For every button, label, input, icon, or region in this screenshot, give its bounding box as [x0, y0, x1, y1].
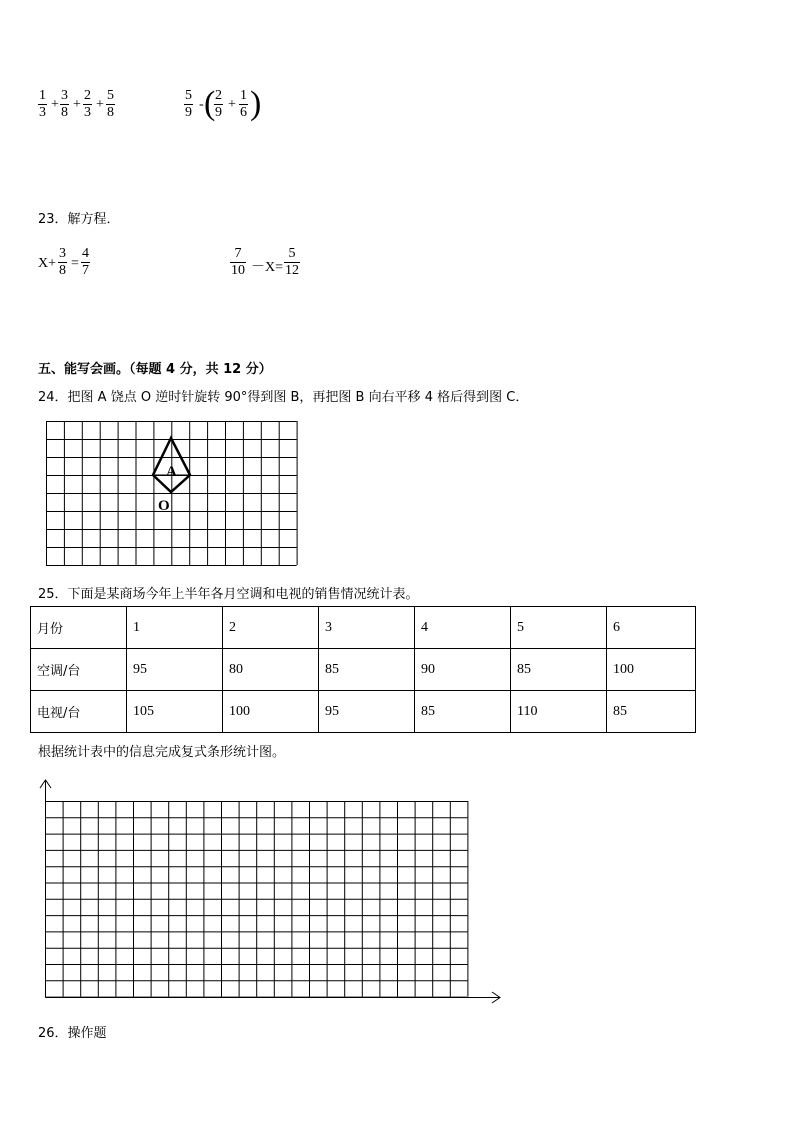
row-header: 空调/台 — [31, 649, 127, 691]
equation-prefix: X+ — [38, 256, 57, 271]
question-26-title: 26．操作题 — [38, 1026, 107, 1041]
left-paren: ( — [204, 85, 216, 122]
fraction: $\frac{3}{8}$ — [61, 88, 68, 120]
right-paren: ) — [250, 85, 262, 122]
fraction: $\frac{1}{6}$ — [240, 88, 247, 120]
label-o: O — [158, 498, 170, 514]
table-cell: 110 — [511, 691, 607, 733]
rotation-grid — [45, 420, 301, 568]
fraction: $\frac{5}{12}$ — [285, 246, 299, 278]
table-cell: 5 — [511, 607, 607, 649]
section-5-title: 五、能写会画。（每题 4 分，共 12 分） — [38, 362, 272, 377]
question-25-instruction: 根据统计表中的信息完成复式条形统计图。 — [38, 745, 286, 760]
equals-sign: = — [71, 256, 79, 271]
table-cell: 85 — [319, 649, 415, 691]
fraction: $\frac{2}{3}$ — [84, 88, 91, 120]
table-cell: 85 — [607, 691, 696, 733]
fraction: $\frac{5}{8}$ — [107, 88, 114, 120]
table-cell: 100 — [223, 691, 319, 733]
label-a: A — [166, 464, 177, 480]
table-row — [31, 649, 696, 691]
question-23-title: 23．解方程． — [38, 212, 120, 227]
table-cell: 1 — [127, 607, 223, 649]
operator: + — [73, 97, 81, 112]
fraction: $\frac{4}{7}$ — [82, 246, 89, 278]
table-cell: 3 — [319, 607, 415, 649]
operator: + — [51, 97, 59, 112]
table-cell: 95 — [319, 691, 415, 733]
fraction: $\frac{3}{8}$ — [59, 246, 66, 278]
row-header: 电视/台 — [31, 691, 127, 733]
table-cell: 90 — [415, 649, 511, 691]
question-24-text: 24．把图 A 饶点 O 逆时针旋转 90°得到图 B，再把图 B 向右平移 4 格后得到图 C． — [38, 390, 529, 405]
table-cell: 85 — [415, 691, 511, 733]
operator: + — [96, 97, 104, 112]
question-25-text: 25．下面是某商场今年上半年各月空调和电视的销售情况统计表。 — [38, 587, 419, 602]
equation-middle: －X= — [251, 260, 284, 275]
table-cell: 95 — [127, 649, 223, 691]
table-cell: 80 — [223, 649, 319, 691]
table-cell: 4 — [415, 607, 511, 649]
operator: + — [228, 97, 236, 112]
fraction: $\frac{7}{10}$ — [231, 246, 245, 278]
blank-chart-grid — [36, 776, 506, 1006]
table-cell: 85 — [511, 649, 607, 691]
fraction: $\frac{1}{3}$ — [39, 88, 46, 120]
table-row — [31, 691, 696, 733]
table-cell: 2 — [223, 607, 319, 649]
table-cell: 100 — [607, 649, 696, 691]
sales-table — [30, 606, 696, 733]
row-header: 月份 — [31, 607, 127, 649]
table-cell: 105 — [127, 691, 223, 733]
operator: - — [199, 97, 204, 112]
table-cell: 6 — [607, 607, 696, 649]
table-row — [31, 607, 696, 649]
fraction: $\frac{5}{9}$ — [185, 88, 192, 120]
fraction: $\frac{2}{9}$ — [215, 88, 222, 120]
